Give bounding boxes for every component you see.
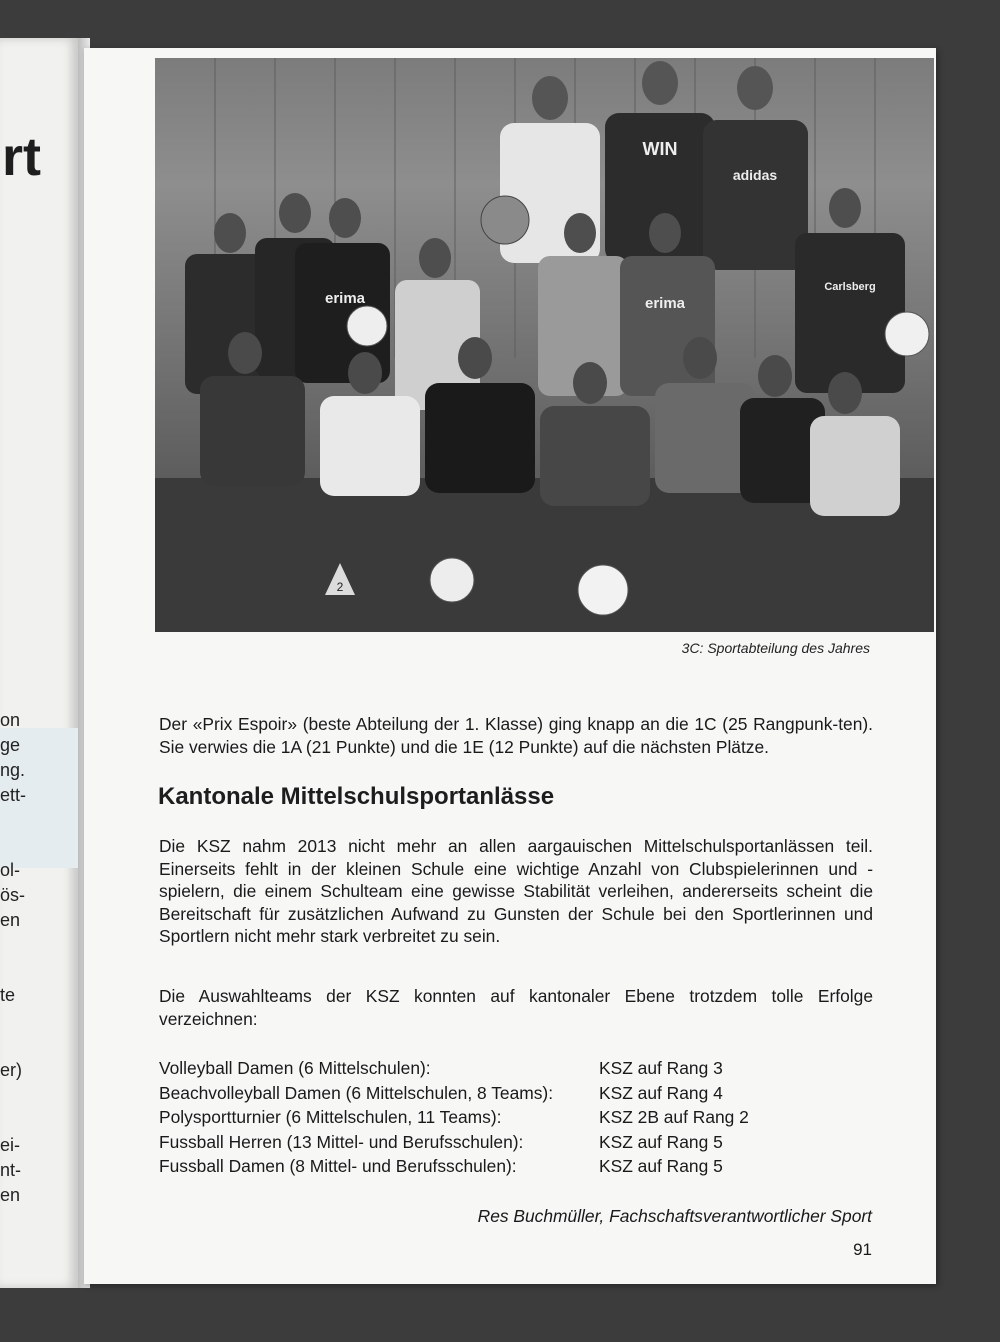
- shirt-text: erima: [324, 290, 366, 307]
- football-icon: [578, 565, 628, 615]
- team-photo: [155, 58, 934, 632]
- shirt-text: adidas: [732, 167, 778, 183]
- left-facing-page: [0, 38, 78, 1288]
- intro-paragraph: Der «Prix Espoir» (beste Abteilung der 1. Klasse) ging knapp an die 1C (25 Rangpunk-ten). Sie verwies die 1A (21 Punkte) und die 1E (12 Punkte) auf die nächsten Plätze.: [159, 714, 873, 757]
- result-row: [159, 1056, 873, 1081]
- page-number: 91: [853, 1240, 872, 1259]
- left-page-text-fragment: ge: [0, 735, 21, 755]
- result-rank: KSZ auf Rang 5: [599, 1156, 723, 1176]
- football-icon: [885, 312, 929, 356]
- result-event: Fussball Damen (8 Mittel- und Berufsschulen):: [159, 1156, 517, 1176]
- photo-caption: 3C: Sportabteilung des Jahres: [681, 640, 870, 656]
- left-page-text-fragment: en: [0, 1185, 21, 1205]
- author-signature: Res Buchmüller, Fachschaftsverantwortlicher Sport: [477, 1206, 872, 1226]
- left-page-text-fragment: on: [0, 710, 21, 730]
- shirt-text: erima: [644, 295, 686, 312]
- left-page-heading-fragment: rt: [2, 127, 41, 187]
- left-page-text-fragment: ol-: [0, 860, 21, 880]
- result-row: [159, 1154, 873, 1179]
- result-row: [159, 1081, 873, 1106]
- result-rank: KSZ auf Rang 3: [599, 1058, 723, 1078]
- basketball-icon: [481, 196, 529, 244]
- left-page-text-fragment: ös-: [0, 885, 26, 905]
- left-page-text-fragment: ei-: [0, 1135, 21, 1155]
- left-page-text-fragment: ett-: [0, 785, 27, 805]
- left-page-text-fragment: er): [0, 1060, 22, 1080]
- body-paragraph: Die KSZ nahm 2013 nicht mehr an allen aargauischen Mittelschulsportanlässen teil. Einerseits fehlt in der kleinen Schule eine wichtige Anzahl von Clubspielerinnen und -spielern, die einem Schulteam eine gewisse Stabilität verleihen, andererseits scheint die Bereitschaft für zusätzlichen Aufwand zu Gunsten der Schule bei den Sportlerinnen und Sportlern nicht mehr stark verbreitet zu sein.: [159, 836, 873, 946]
- result-event: Fussball Herren (13 Mittel- und Berufsschulen):: [159, 1131, 524, 1152]
- volleyball-icon: [347, 306, 387, 346]
- result-row: [159, 1105, 873, 1130]
- team-photo-illustration: [155, 58, 934, 632]
- result-rank: KSZ auf Rang 5: [599, 1131, 723, 1152]
- result-rank: KSZ 2B auf Rang 2: [599, 1107, 749, 1127]
- results-list: [159, 1056, 873, 1179]
- result-event: Beachvolleyball Damen (6 Mittelschulen, 8 Teams):: [159, 1082, 554, 1103]
- football-icon: [430, 558, 474, 602]
- left-page-text-fragment: ng.: [0, 760, 26, 780]
- result-event: Polysportturnier (6 Mittelschulen, 11 Teams):: [159, 1107, 502, 1127]
- shirt-text: Carlsberg: [824, 281, 876, 293]
- left-page-text-fragment: nt-: [0, 1160, 22, 1180]
- left-page-text-fragment: en: [0, 910, 21, 930]
- result-row: [159, 1130, 873, 1155]
- left-page-text-fragment: te: [0, 985, 16, 1005]
- body-paragraph: Die Auswahlteams der KSZ konnten auf kantonaler Ebene trotzdem tolle Erfolge verzeichnen:: [159, 986, 873, 1029]
- result-event: Volleyball Damen (6 Mittelschulen):: [159, 1058, 431, 1078]
- result-rank: KSZ auf Rang 4: [599, 1082, 723, 1103]
- cone-number: 2: [336, 580, 344, 594]
- shirt-text: WIN: [642, 139, 678, 159]
- section-heading: Kantonale Mittelschulsportanlässe: [158, 783, 555, 810]
